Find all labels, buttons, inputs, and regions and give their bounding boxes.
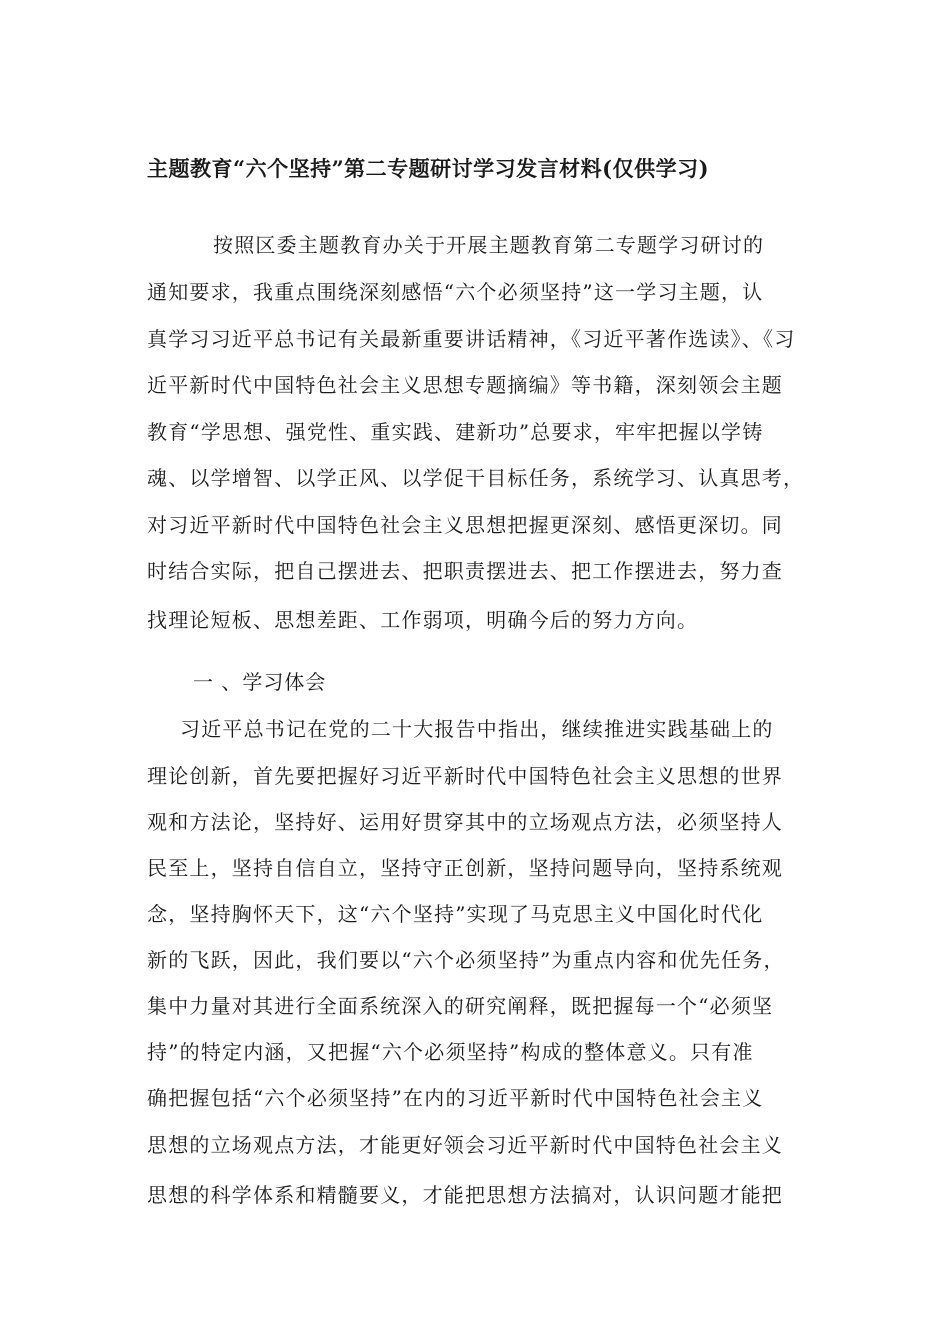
paragraph2-line-11: 思想的科学体系和精髓要义，才能把思想方法搞对，认识问题才能把: [147, 1183, 783, 1207]
paragraph1-line-3: 真学习习近平总书记有关最新重要讲话精神，《习近平著作选读》、《习: [147, 327, 796, 351]
paragraph2-line-2: 理论创新，首先要把握好习近平新时代中国特色社会主义思想的世界: [147, 764, 783, 788]
paragraph2-line-5: 念，坚持胸怀天下，这“六个坚持”实现了马克思主义中国化时代化: [147, 902, 764, 926]
paragraph1-line-7: 对习近平新时代中国特色社会主义思想把握更深刻、感悟更深切。同: [147, 513, 783, 537]
paragraph2-line-7: 集中力量对其进行全面系统深入的研究阐释，既把握每一个“必须坚: [147, 994, 774, 1018]
document-title: 主题教育“六个坚持”第二专题研讨学习发言材料(仅供学习): [147, 156, 710, 181]
paragraph2-line-9: 确把握包括“六个必须坚持”在内的习近平新时代中国特色社会主义: [147, 1086, 764, 1110]
paragraph2-line-3: 观和方法论，坚持好、运用好贯穿其中的立场观点方法，必须坚持人: [147, 810, 783, 834]
paragraph1-line-1: 按照区委主题教育办关于开展主题教育第二专题学习研讨的: [213, 233, 765, 257]
paragraph2-line-4: 民至上，坚持自信自立，坚持守正创新，坚持问题导向，坚持系统观: [147, 856, 783, 880]
paragraph2-line-8: 持”的特定内涵，又把握“六个必须坚持”构成的整体意义。只有准: [147, 1040, 754, 1064]
paragraph1-line-4: 近平新时代中国特色社会主义思想专题摘编》等书籍，深刻领会主题: [147, 373, 783, 397]
paragraph2-line-1: 习近平总书记在党的二十大报告中指出，继续推进实践基础上的: [180, 717, 774, 741]
section1-heading: 一 、学习体会: [193, 670, 327, 694]
paragraph1-line-5: 教育“学思想、强党性、重实践、建新功”总要求，牢牢把握以学铸: [147, 420, 764, 444]
paragraph1-line-9: 找理论短板、思想差距、工作弱项，明确今后的努力方向。: [147, 608, 699, 632]
paragraph2-line-10: 思想的立场观点方法，才能更好领会习近平新时代中国特色社会主义: [147, 1133, 783, 1157]
paragraph2-line-6: 新的飞跃，因此，我们要以“六个必须坚持”为重点内容和优先任务，: [147, 948, 785, 972]
paragraph1-line-8: 时结合实际，把自己摆进去、把职责摆进去、把工作摆进去，努力查: [147, 559, 783, 583]
paragraph1-line-2: 通知要求，我重点围绕深刻感悟“六个必须坚持”这一学习主题，认: [147, 280, 764, 304]
paragraph1-line-6: 魂、以学增智、以学正风、以学促干目标任务，系统学习、认真思考，: [147, 466, 805, 490]
